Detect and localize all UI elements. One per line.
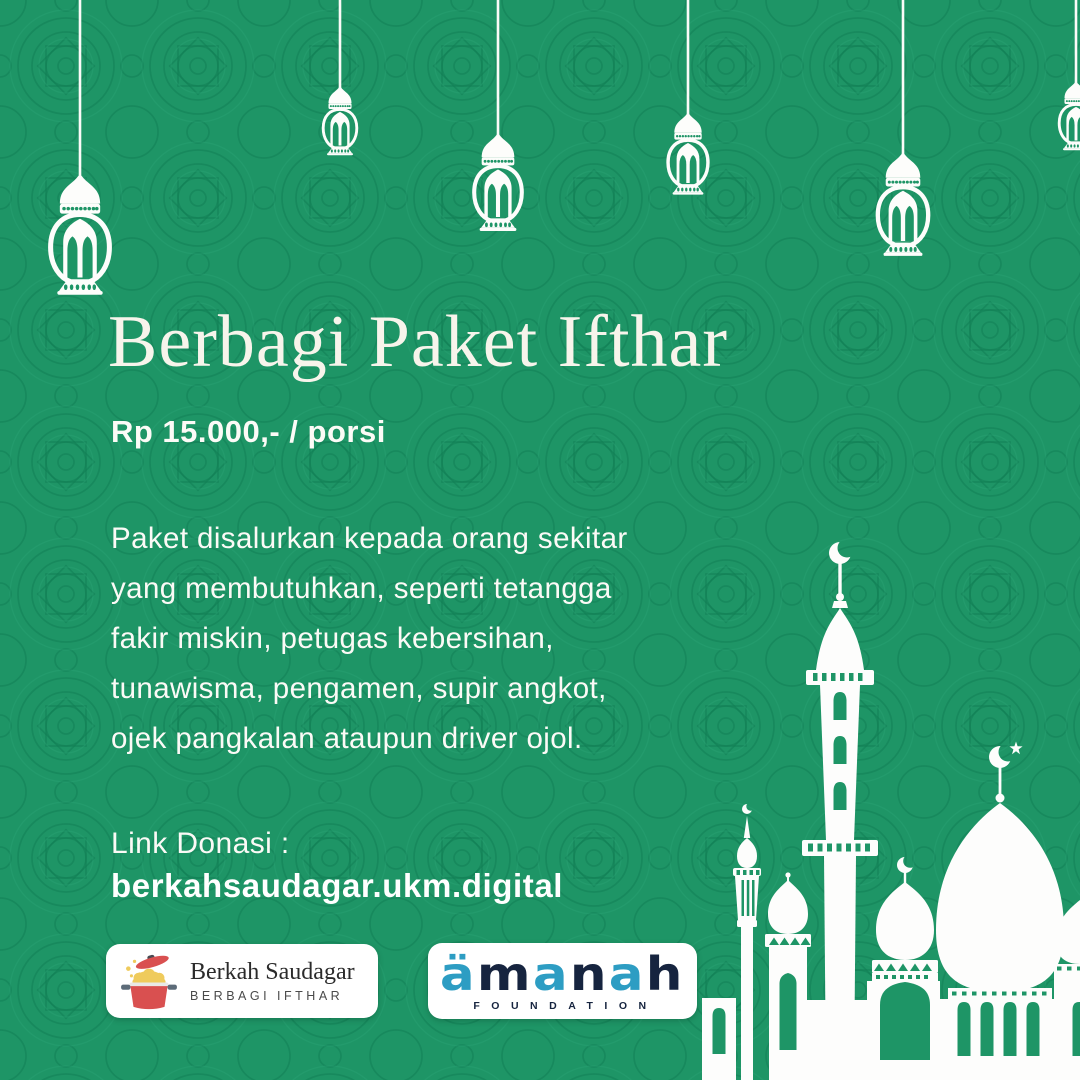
price-text: Rp 15.000,- / porsi [111,414,386,449]
donation-link-label: Link Donasi : [111,827,290,860]
description-line: ojek pangkalan ataupun driver ojol. [111,722,583,755]
amanah-letter: m [477,946,534,1001]
amanah-foundation-label: FOUNDATION [473,999,658,1012]
amanah-letter: a [608,946,646,1001]
amanah-foundation-logo-badge [428,943,697,1019]
berkah-saudagar-tagline: BERBAGI IFTHAR [190,989,344,1004]
poster-title: Berbagi Paket Ifthar [108,301,728,383]
berkah-saudagar-wordmark [190,959,355,1004]
cooking-pot-icon [118,952,180,1010]
description-line: fakir miskin, petugas kebersihan, [111,622,554,655]
amanah-letter: n [570,946,609,1001]
berkah-saudagar-name: Berkah Saudagar [190,958,355,985]
amanah-letter: ä [440,946,478,1001]
description-line: yang membutuhkan, seperti tetangga [111,572,612,605]
amanah-letter: h [645,946,685,1001]
description-line: Paket disalurkan kepada orang sekitar [111,522,628,555]
description-text [111,514,628,764]
description-line: tunawisma, pengamen, supir angkot, [111,672,607,705]
berkah-saudagar-logo-badge [106,944,378,1018]
amanah-letter: a [533,946,571,1001]
amanah-wordmark [440,946,685,1001]
donation-link-url[interactable]: berkahsaudagar.ukm.digital [111,867,564,904]
